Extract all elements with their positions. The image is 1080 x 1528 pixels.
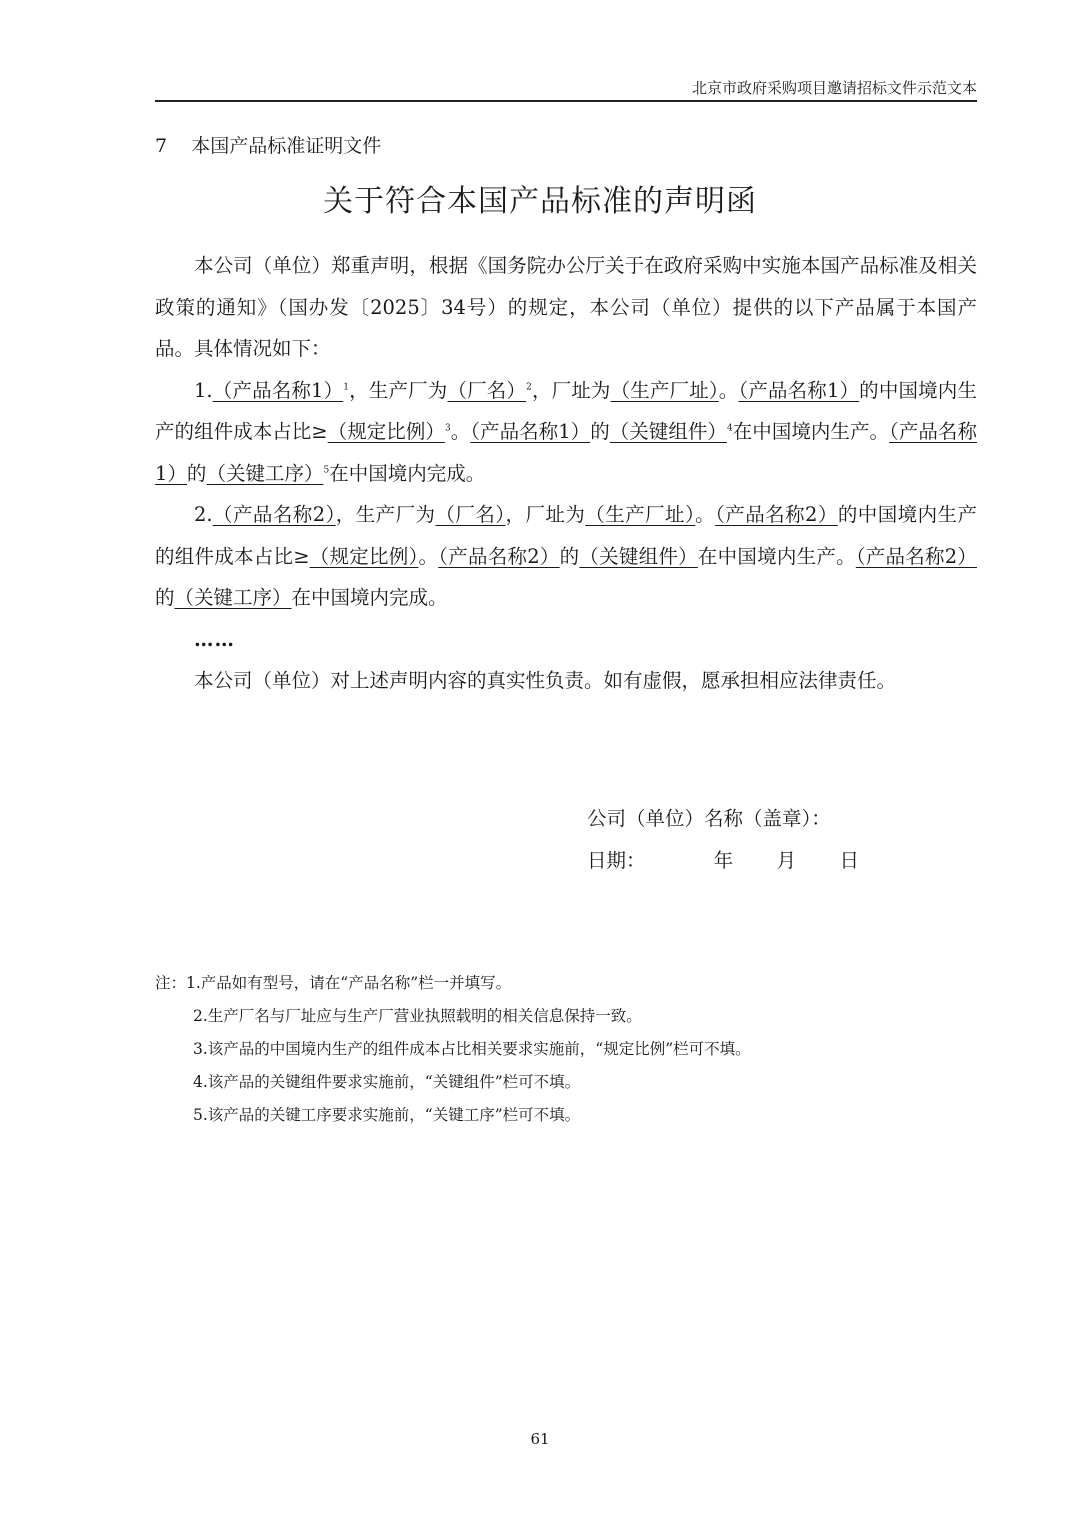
closing-paragraph: 本公司（单位）对上述声明内容的真实性负责。如有虚假，愿承担相应法律责任。 (194, 669, 897, 692)
item-2-text: 。 (418, 544, 439, 568)
item-1-process-field: （关键工序） (206, 461, 324, 485)
footnote-ref-2: 2 (526, 382, 532, 392)
item-2-number: 2. (194, 503, 213, 526)
item-1-product-field: （产品名称1） (155, 420, 977, 485)
item-2-text: ，厂址为 (505, 503, 586, 526)
notes-prefix: 注： (155, 974, 187, 992)
item-2-product-field: （产品名称2） (438, 544, 560, 568)
item-2-text: 的 (559, 544, 580, 568)
item-2-text: 。 (695, 503, 716, 526)
declaration-body (155, 245, 977, 702)
item-2-paragraph (155, 494, 977, 619)
item-1-product-field: （产品名称1） (470, 420, 591, 443)
footnote-ref-5: 5 (323, 465, 330, 475)
item-2-factory-field: （厂名） (435, 503, 506, 526)
item-2-ratio-field: （规定比例） (309, 544, 419, 568)
item-2-component-field: （关键组件） (579, 544, 698, 568)
ellipsis: …… (194, 627, 235, 651)
item-1-factory-field: （厂名） (447, 378, 527, 402)
item-1-text: 的中国境内生产的组件成本占比≥ (155, 378, 977, 443)
note-item: 4.该产品的关键组件要求实施前，“关键组件”栏可不填。 (193, 1073, 581, 1091)
item-2-text: ，生产厂为 (335, 503, 436, 526)
item-1-text: 在中国境内生产。 (732, 420, 890, 443)
item-2-text: 的中国境内生产的组件成本占比≥ (155, 503, 977, 568)
note-item: 3.该产品的中国境内生产的组件成本占比相关要求实施前，“规定比例”栏可不填。 (193, 1040, 751, 1058)
item-1-product-field: （产品名称1） (738, 378, 860, 402)
item-1-product-field: （产品名称1） (212, 378, 344, 402)
item-1-ratio-field: （规定比例） (327, 420, 445, 443)
note-item: 5.该产品的关键工序要求实施前，“关键工序”栏可不填。 (193, 1106, 581, 1124)
note-text: 1.产品如有型号，请在“产品名称”栏一并填写。 (186, 974, 512, 992)
item-1-component-field: （关键组件） (609, 420, 727, 443)
page-number: 61 (530, 1430, 550, 1448)
section-heading: 7 本国产品标准证明文件 (155, 135, 382, 157)
item-1-number: 1. (194, 378, 213, 402)
item-1-text: 。 (450, 420, 471, 443)
item-1-paragraph (155, 370, 977, 495)
item-2-process-field: （关键工序） (174, 586, 292, 609)
footnote-ref-4: 4 (726, 423, 733, 434)
footnote-ref-3: 3 (444, 423, 451, 434)
company-name-line: 公司（单位）名称（盖章）： (587, 807, 831, 830)
item-1-text: 的 (186, 461, 207, 485)
date-line: 日期： 年 月 日 (587, 848, 859, 872)
item-2-text: 在中国境内完成。 (291, 586, 448, 609)
header-doc-name: 北京市政府采购项目邀请招标文件示范文本 (691, 79, 977, 97)
item-2-address-field: （生产厂址） (585, 503, 696, 526)
item-1-text: ，生产厂为 (349, 378, 448, 402)
note-item (155, 967, 751, 1000)
item-1-text: ，厂址为 (531, 378, 611, 402)
note-item: 2.生产厂名与厂址应与生产厂营业执照载明的相关信息保持一致。 (193, 1007, 642, 1025)
item-2-text: 在中国境内生产。 (697, 544, 856, 568)
signature-block (587, 798, 859, 881)
item-2-product-field: （产品名称2） (855, 544, 977, 568)
notes-section (155, 967, 751, 1132)
document-title: 关于符合本国产品标准的声明函 (323, 184, 757, 219)
item-1-address-field: （生产厂址） (610, 378, 719, 402)
item-1-text: 。 (718, 378, 739, 402)
item-1-text: 在中国境内完成。 (329, 461, 486, 485)
item-1-text: 的 (590, 420, 610, 443)
item-2-product-field: （产品名称2） (715, 503, 838, 526)
header-rule (155, 100, 977, 102)
item-2-text: 的 (155, 586, 175, 609)
item-2-product-field: （产品名称2） (212, 503, 336, 526)
intro-paragraph: 本公司（单位）郑重声明，根据《国务院办公厅关于在政府采购中实施本国产品标准及相关政策的通知》（国办发〔2025〕34号）的规定，本公司（单位）提供的以下产品属于本国产品。具体情况如下： (155, 254, 977, 360)
footnote-ref-1: 1 (343, 382, 349, 392)
